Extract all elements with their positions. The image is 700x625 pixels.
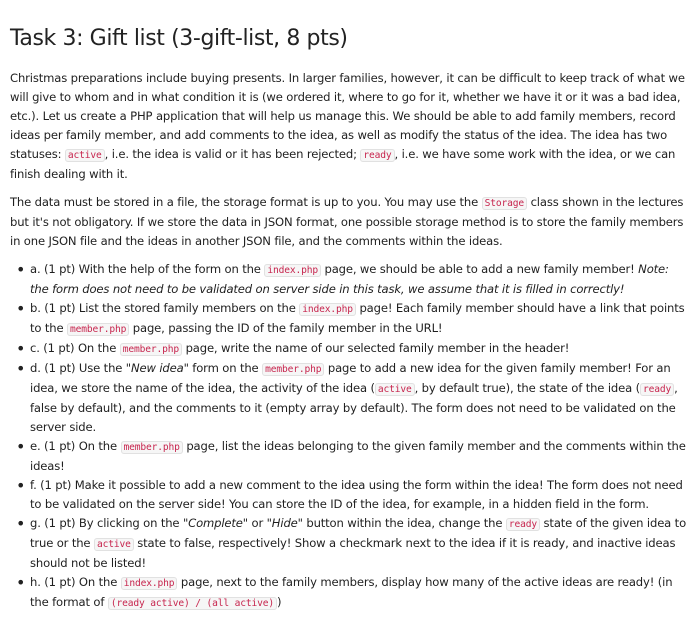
item-note: Note: the form does not need to be validated on server side in this task, we assume that it is filled in correctly! bbox=[30, 262, 669, 296]
item-text: g. (1 pt) By clicking on the bbox=[30, 516, 183, 530]
item-emphasis: "Hide" bbox=[266, 516, 303, 530]
item-text: ) bbox=[277, 595, 282, 609]
inline-code: index.php bbox=[299, 303, 356, 316]
item-text: d. (1 pt) Use the bbox=[30, 361, 126, 375]
item-emphasis: "New idea" bbox=[125, 361, 189, 375]
item-text: a. (1 pt) With the help of the form on the bbox=[30, 262, 265, 276]
item-text: b. (1 pt) List the stored family members on the bbox=[30, 301, 300, 315]
task-item-h bbox=[30, 573, 688, 613]
task-list bbox=[10, 260, 688, 613]
task-item-d bbox=[30, 359, 688, 437]
inline-code: member.php bbox=[121, 441, 183, 454]
task-item-b bbox=[30, 299, 688, 339]
item-text: page! Each family member should have a link that points to the bbox=[30, 301, 685, 335]
item-text: e. (1 pt) On the bbox=[30, 439, 121, 453]
inline-code: member.php bbox=[120, 343, 182, 356]
item-text: form on the bbox=[188, 361, 263, 375]
inline-code: Storage bbox=[482, 197, 527, 210]
inline-code: index.php bbox=[121, 577, 178, 590]
intro-text: The data must be stored in a file, the storage format is up to you. You may use the bbox=[10, 195, 482, 209]
inline-code: (ready active) / (all active) bbox=[108, 597, 277, 610]
task-item-g bbox=[30, 514, 688, 573]
intro-text: Christmas preparations include buying presents. In larger families, however, it can be difficult to keep track of what we will give to whom and in what condition it is (we ordered it, where to go for it, whether we have it or it was a bad idea, etc.). Let us create a PHP application that will help us manage this. We should be able to add family members, record ideas per family member, and add comments to the idea, as well as modify the status of the idea. The idea has two statuses: bbox=[10, 71, 685, 161]
inline-code: active bbox=[375, 383, 415, 396]
item-text: page, next to the family members, display how many of the active ideas are ready! (in the format of bbox=[30, 575, 673, 609]
item-text: , false by default), and the comments to it (empty array by default). The form does not need to be validated on the server side. bbox=[30, 381, 678, 434]
task-item-a bbox=[30, 260, 688, 299]
item-text: page, we should be able to add a new family member! bbox=[320, 262, 639, 276]
inline-code: active bbox=[94, 538, 134, 551]
item-text: page to add a new idea for the given family member! For an idea, we store the name of the idea, the activity of the idea ( bbox=[30, 361, 671, 395]
inline-code: ready bbox=[640, 383, 674, 396]
item-text: f. (1 pt) Make it possible to add a new comment to the idea using the form within the idea! The form does not need to be validated on the server side! You can store the ID of the idea, for example, in a hidden field in the form. bbox=[30, 478, 683, 511]
item-emphasis: "Complete" bbox=[182, 516, 248, 530]
intro-paragraph-2 bbox=[10, 193, 688, 251]
item-text: h. (1 pt) On the bbox=[30, 575, 121, 589]
inline-code: ready bbox=[360, 149, 394, 162]
item-text: page, list the ideas belonging to the given family member and the comments within the ideas! bbox=[30, 439, 686, 473]
intro-text: class shown in the lectures but it's not obligatory. If we store the data in JSON format, one possible storage method is to store the family members in one JSON file and the ideas in another JSON file, and the comments within the ideas. bbox=[10, 195, 684, 248]
item-text: page, passing the ID of the family member in the URL! bbox=[129, 321, 443, 335]
item-text: state to false, respectively! Show a checkmark next to the idea if it is ready, and inactive ideas should not be listed! bbox=[30, 536, 676, 570]
inline-code: member.php bbox=[262, 363, 324, 376]
inline-code: ready bbox=[506, 518, 540, 531]
inline-code: member.php bbox=[67, 323, 129, 336]
intro-text: , i.e. the idea is valid or it has been rejected; bbox=[104, 147, 361, 161]
page-title: Task 3: Gift list (3-gift-list, 8 pts) bbox=[10, 26, 348, 51]
item-text: c. (1 pt) On the bbox=[30, 341, 120, 355]
task-item-f bbox=[30, 476, 688, 514]
item-text: page, write the name of our selected family member in the header! bbox=[182, 341, 570, 355]
task-item-c bbox=[30, 339, 688, 359]
intro-text: , i.e. we have some work with the idea, or we can finish dealing with it. bbox=[10, 147, 676, 181]
intro-paragraph-1 bbox=[10, 69, 688, 184]
inline-code: index.php bbox=[264, 264, 321, 277]
item-text: state of the given idea to true or the bbox=[30, 516, 687, 550]
item-text: or bbox=[247, 516, 267, 530]
item-text: button within the idea, change the bbox=[302, 516, 506, 530]
item-text: , by default true), the state of the idea ( bbox=[414, 381, 640, 395]
task-item-e bbox=[30, 437, 688, 476]
inline-code: active bbox=[65, 149, 105, 162]
